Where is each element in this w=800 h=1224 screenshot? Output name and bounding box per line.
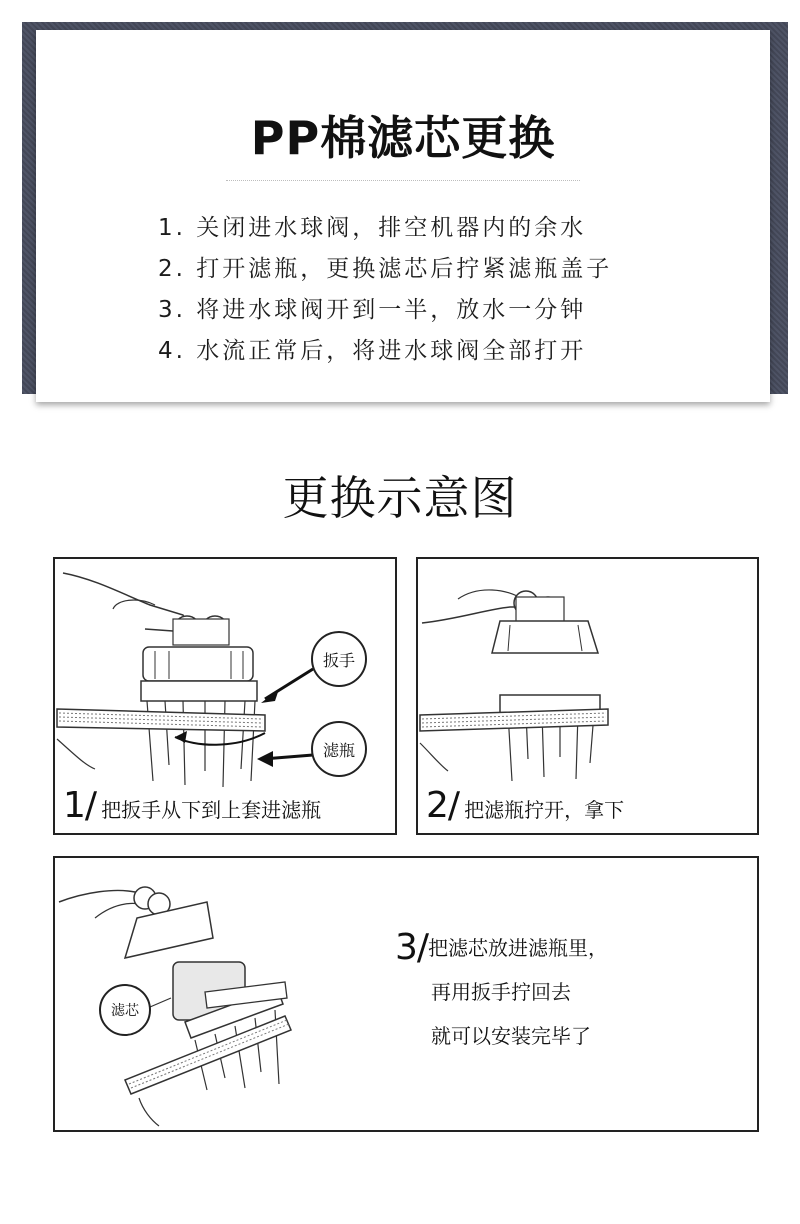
step-number: 2/ xyxy=(426,785,460,826)
caption-text: 把滤瓶拧开，拿下 xyxy=(464,798,625,822)
cartridge-callout: 滤芯 xyxy=(99,984,151,1036)
title-divider xyxy=(226,180,580,181)
card-title: PP棉滤芯更换 xyxy=(250,111,556,165)
panel-2-caption xyxy=(426,785,624,826)
step-list xyxy=(158,208,612,372)
caption-line-1: 把滤芯放进滤瓶里， xyxy=(428,936,609,960)
step-number: 1/ xyxy=(63,785,97,826)
step-item: 3. 将进水球阀开到一半，放水一分钟 xyxy=(158,297,587,323)
step-item: 2. 打开滤瓶，更换滤芯后拧紧滤瓶盖子 xyxy=(158,256,613,282)
diagram-panel-2 xyxy=(416,557,759,835)
step-item: 4. 水流正常后，将进水球阀全部打开 xyxy=(158,338,587,364)
step-item: 1. 关闭进水球阀，排空机器内的余水 xyxy=(158,215,587,241)
step-number: 3/ xyxy=(395,927,429,968)
caption-line-2: 再用扳手拧回去 xyxy=(431,980,571,1004)
caption-text: 把扳手从下到上套进滤瓶 xyxy=(101,798,322,822)
diagram-panel-3 xyxy=(53,856,759,1132)
section-title: 更换示意图 xyxy=(282,471,518,525)
panel-1-caption xyxy=(63,785,321,826)
instruction-card xyxy=(36,30,770,402)
panel-3-caption xyxy=(395,926,608,1058)
bottle-callout: 滤瓶 xyxy=(311,721,367,777)
wrench-callout: 扳手 xyxy=(311,631,367,687)
diagram-panel-1 xyxy=(53,557,397,835)
caption-line-3: 就可以安装完毕了 xyxy=(431,1024,591,1048)
